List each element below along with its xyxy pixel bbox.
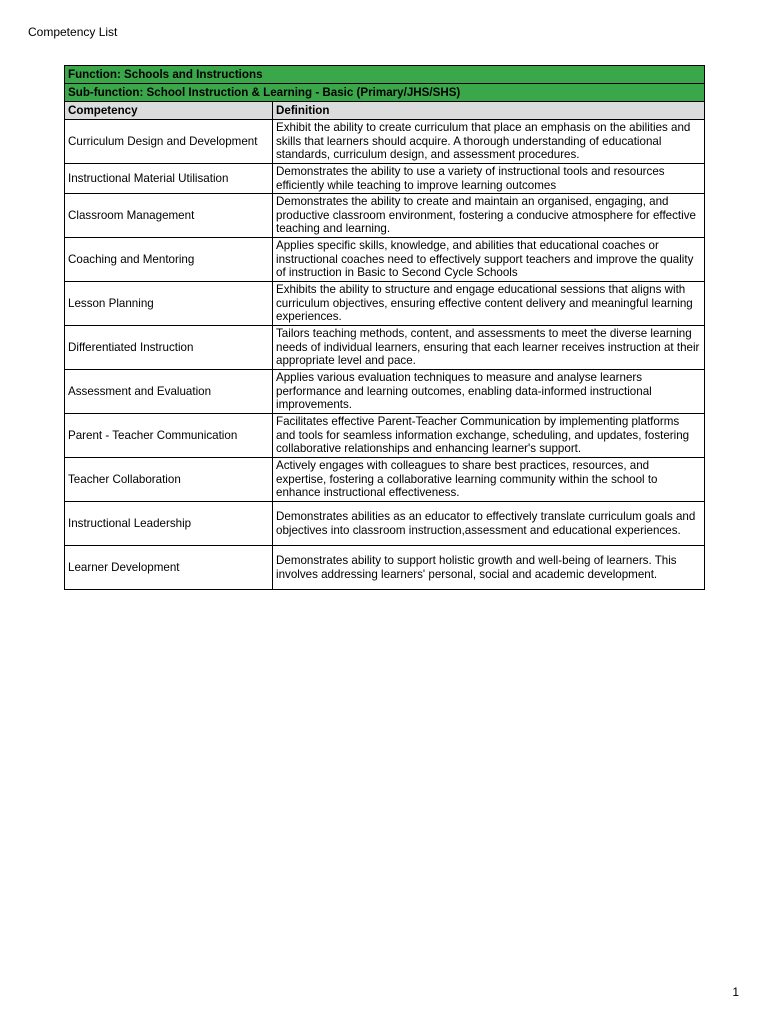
table-row (65, 326, 705, 370)
definition-cell: Tailors teaching methods, content, and assessments to meet the diverse learning needs of individual learners, ensuring that each learner receives instruction at their appropriate level and pace. (273, 326, 705, 370)
table-row (65, 502, 705, 546)
definition-cell: Demonstrates ability to support holistic growth and well-being of learners. This involves addressing learners' personal, social and academic development. (273, 546, 705, 590)
subfunction-row (65, 84, 705, 102)
table-row (65, 414, 705, 458)
table-row (65, 370, 705, 414)
page-number: 1 (732, 985, 739, 999)
table-row (65, 238, 705, 282)
competency-cell: Curriculum Design and Development (65, 120, 273, 164)
definition-cell: Actively engages with colleagues to share best practices, resources, and expertise, fostering a collaborative learning community within the school to enhance instructional effectiveness. (273, 458, 705, 502)
table-row (65, 120, 705, 164)
definition-cell: Demonstrates the ability to create and maintain an organised, engaging, and productive classroom environment, fostering a conducive atmosphere for effective teaching and learning. (273, 194, 705, 238)
subfunction-label: Sub-function: School Instruction & Learning - Basic (Primary/JHS/SHS) (65, 84, 705, 102)
competency-cell: Learner Development (65, 546, 273, 590)
document-title: Competency List (28, 25, 118, 39)
table-row (65, 282, 705, 326)
definition-cell: Applies specific skills, knowledge, and abilities that educational coaches or instructional coaches need to effectively support teachers and improve the quality of instruction in Basic to Second Cycle Schools (273, 238, 705, 282)
competency-cell: Instructional Material Utilisation (65, 164, 273, 194)
competency-cell: Differentiated Instruction (65, 326, 273, 370)
competency-cell: Assessment and Evaluation (65, 370, 273, 414)
competency-cell: Classroom Management (65, 194, 273, 238)
table-header-row (65, 102, 705, 120)
definition-cell: Exhibits the ability to structure and engage educational sessions that aligns with curriculum objectives, ensuring effective content delivery and meaningful learning experiences. (273, 282, 705, 326)
competency-table (64, 65, 705, 590)
function-row (65, 66, 705, 84)
competency-cell: Parent - Teacher Communication (65, 414, 273, 458)
definition-cell: Demonstrates the ability to use a variety of instructional tools and resources efficiently while teaching to improve learning outcomes (273, 164, 705, 194)
table-row (65, 458, 705, 502)
competency-cell: Instructional Leadership (65, 502, 273, 546)
definition-cell: Exhibit the ability to create curriculum that place an emphasis on the abilities and skills that learners should acquire. A thorough understanding of educational standards, curriculum design, and assessment procedures. (273, 120, 705, 164)
competency-cell: Coaching and Mentoring (65, 238, 273, 282)
competency-cell: Teacher Collaboration (65, 458, 273, 502)
definition-cell: Applies various evaluation techniques to measure and analyse learners performance and learning outcomes, enabling data-informed instructional improvements. (273, 370, 705, 414)
table-row (65, 194, 705, 238)
definition-cell: Facilitates effective Parent-Teacher Communication by implementing platforms and tools for seamless information exchange, scheduling, and updates, fostering collaborative relationships and enhancing learner's support. (273, 414, 705, 458)
table-row (65, 164, 705, 194)
competency-cell: Lesson Planning (65, 282, 273, 326)
definition-cell: Demonstrates abilities as an educator to effectively translate curriculum goals and objectives into classroom instruction,assessment and educational experiences. (273, 502, 705, 546)
competency-column-header: Competency (65, 102, 273, 120)
function-label: Function: Schools and Instructions (65, 66, 705, 84)
table-row (65, 546, 705, 590)
definition-column-header: Definition (273, 102, 705, 120)
